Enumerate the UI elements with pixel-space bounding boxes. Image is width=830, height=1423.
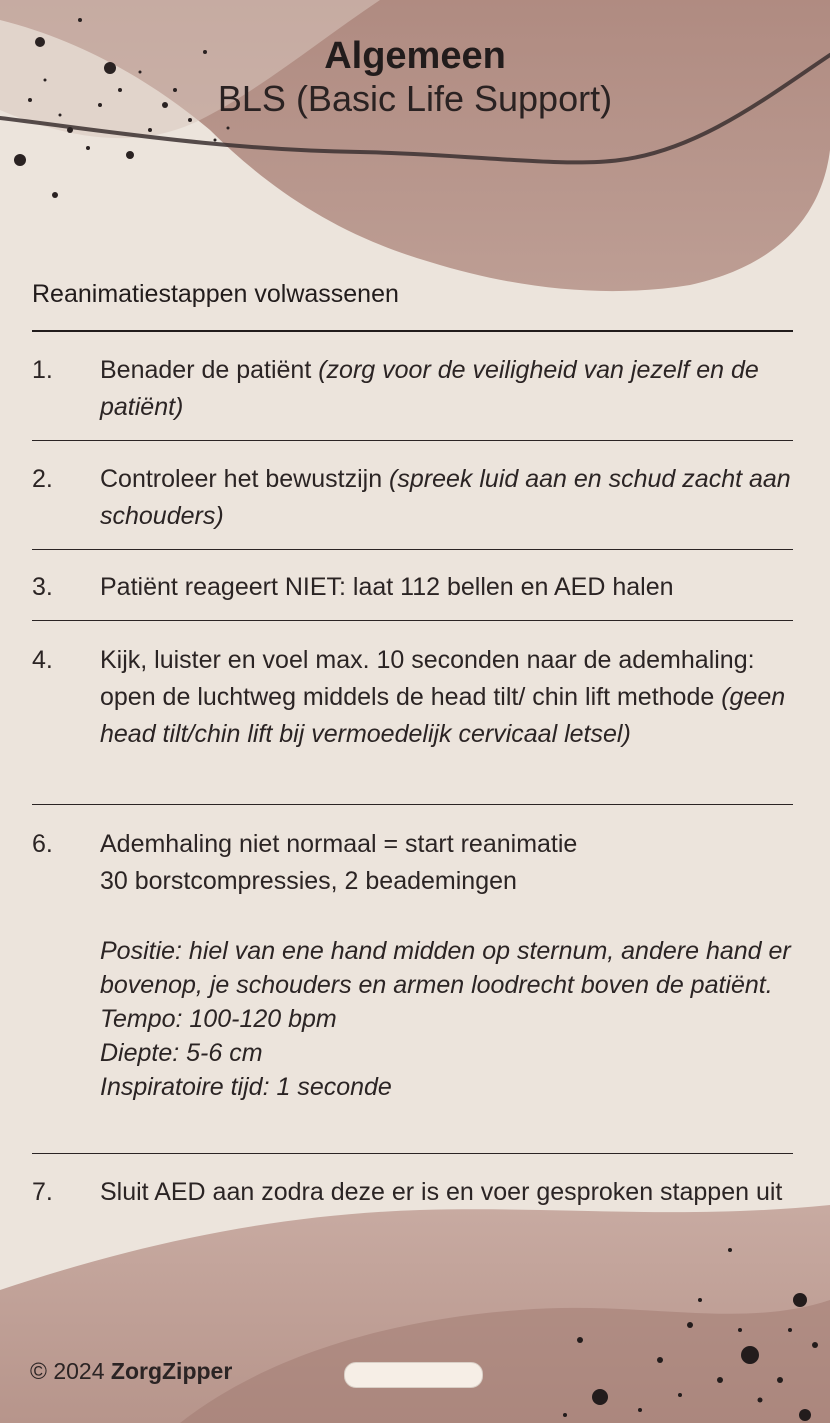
divider: [32, 620, 793, 621]
divider: [32, 440, 793, 441]
tempo-note: Tempo: 100-120 bpm: [100, 1005, 337, 1033]
footer-copyright: [30, 1358, 232, 1385]
divider: [32, 549, 793, 550]
step-text: 30 borstcompressies, 2 beademingen: [100, 867, 517, 895]
step-note: (spreek luid aan en schud zacht aan schouders): [100, 465, 791, 530]
inspiratory-note: Inspiratoire tijd: 1 seconde: [100, 1073, 392, 1101]
page-subtitle: BLS (Basic Life Support): [217, 78, 613, 119]
header: [0, 34, 830, 120]
step-1: [32, 352, 802, 426]
step-text: Benader de patiënt: [100, 356, 319, 384]
step-note: (zorg voor de veiligheid van jezelf en de patiënt): [100, 356, 759, 421]
step-text: Sluit AED aan zodra deze er is en voer gesproken stappen uit: [100, 1178, 783, 1206]
copyright-text: © 2024: [30, 1358, 111, 1384]
section-title: Reanimatiestappen volwassenen: [32, 280, 399, 308]
step-text: Ademhaling niet normaal = start reanimatie: [100, 830, 578, 858]
step-4: [32, 642, 802, 753]
step-number: 2.: [32, 465, 53, 493]
step-number: 1.: [32, 356, 53, 384]
step-number: 6.: [32, 830, 53, 858]
step-7: [32, 1174, 802, 1211]
step-6: [32, 826, 802, 1104]
divider: [32, 330, 793, 332]
step-text: Controleer het bewustzijn: [100, 465, 390, 493]
divider: [32, 804, 793, 805]
brand-name: ZorgZipper: [110, 1358, 233, 1384]
step-3: [32, 569, 802, 606]
step-number: 3.: [32, 573, 53, 601]
position-note: Positie: hiel van ene hand midden op sternum, andere hand er bovenop, je schouders en armen loodrecht boven de patiënt.: [100, 937, 791, 999]
step-number: 7.: [32, 1178, 53, 1206]
step-number: 4.: [32, 646, 53, 674]
page-title: Algemeen: [324, 35, 506, 77]
step-2: [32, 461, 802, 535]
step-text: Patiënt reageert NIET: laat 112 bellen en AED halen: [100, 573, 674, 601]
divider: [32, 1153, 793, 1154]
home-indicator[interactable]: [344, 1362, 483, 1388]
step-text: Kijk, luister en voel max. 10 seconden naar de ademhaling: open de luchtweg middels de head tilt/ chin lift methode: [100, 646, 755, 711]
depth-note: Diepte: 5-6 cm: [100, 1039, 263, 1067]
step-note: (geen head tilt/chin lift bij vermoedelijk cervicaal letsel): [100, 683, 786, 748]
